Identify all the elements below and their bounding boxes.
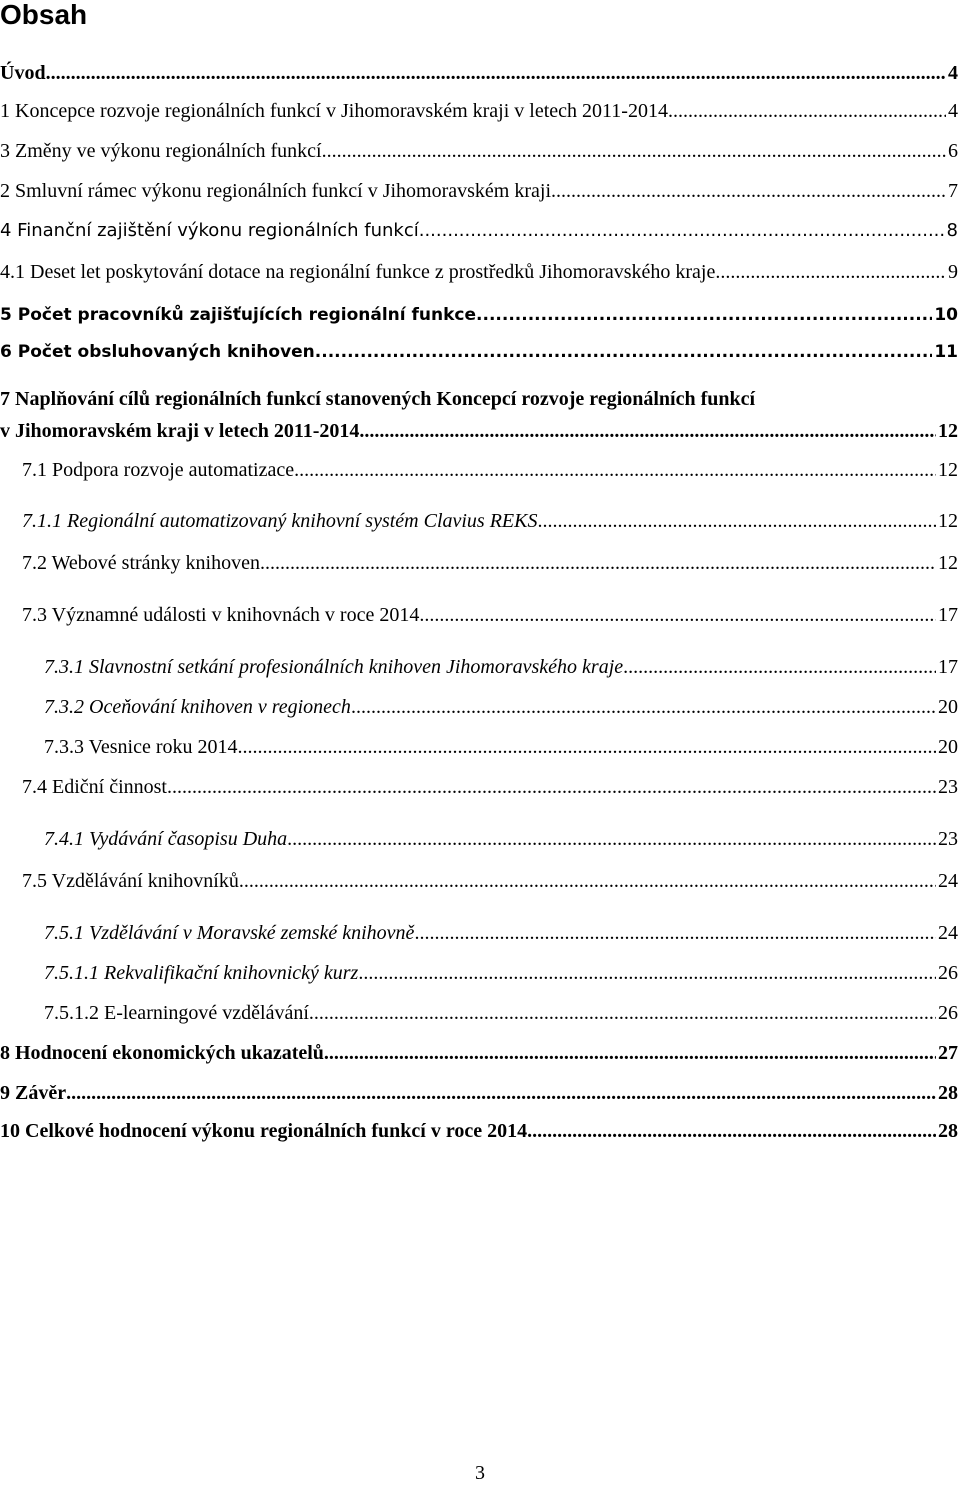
toc-entry-page: 10: [934, 305, 958, 325]
toc-entry-page: 9: [948, 261, 958, 283]
toc-entry-label: 7.4 Ediční činnost: [22, 776, 167, 798]
toc-entry-label: 5 Počet pracovníků zajišťujících regionální funkce: [0, 305, 477, 325]
toc-entry-page: 7: [948, 180, 958, 202]
toc-entry-page: 24: [938, 922, 958, 944]
toc-entry-10[interactable]: [0, 1120, 960, 1146]
dot-leader: [419, 604, 936, 627]
dot-leader: [623, 656, 936, 679]
dot-leader: [260, 552, 936, 575]
toc-entry-label: 1 Koncepce rozvoje regionálních funkcí v Jihomoravském kraji v letech 2011-2014: [0, 100, 668, 122]
toc-entry-page: 12: [938, 510, 958, 532]
dot-leader: [167, 776, 936, 799]
toc-entry-page: 28: [938, 1120, 958, 1142]
toc-entry-page: 17: [938, 604, 958, 626]
toc-entry-page: 17: [938, 656, 958, 678]
toc-entry-uvod[interactable]: [0, 62, 960, 88]
toc-entry-label: 6 Počet obsluhovaných knihoven: [0, 342, 315, 362]
dot-leader: [239, 870, 936, 893]
toc-entry-1[interactable]: [0, 100, 960, 126]
dot-leader: [414, 922, 936, 945]
toc-entry-page: 4: [948, 100, 958, 122]
dot-leader: [668, 100, 946, 123]
toc-entry-7-5-1-2[interactable]: [44, 1002, 960, 1028]
toc-entry-7-5[interactable]: [22, 870, 960, 896]
toc-entry-3[interactable]: [0, 140, 960, 166]
dot-leader: [551, 180, 946, 203]
dot-leader: [359, 420, 936, 443]
dot-leader: [66, 1082, 936, 1105]
toc-entry-label: 7.3.3 Vesnice roku 2014: [44, 736, 238, 758]
toc-entry-7-3-2[interactable]: [44, 696, 960, 722]
toc-entry-8[interactable]: [0, 1042, 960, 1068]
toc-entry-page: 26: [938, 1002, 958, 1024]
dot-leader: [294, 459, 936, 482]
toc-entry-label: 7.3 Významné události v knihovnách v roce 2014: [22, 604, 420, 626]
toc-entry-page: 11: [934, 342, 958, 362]
toc-entry-label: v Jihomoravském kraji v letech 2011-2014: [0, 420, 360, 442]
toc-entry-6[interactable]: [0, 342, 960, 368]
dot-leader: [309, 1002, 936, 1025]
toc-entry-9[interactable]: [0, 1082, 960, 1108]
toc-entry-page: 27: [938, 1042, 958, 1064]
toc-entry-2[interactable]: [0, 180, 960, 206]
toc-entry-label: 7.3.1 Slavnostní setkání profesionálních knihoven Jihomoravského kraje: [44, 656, 624, 678]
toc-entry-4-1[interactable]: [0, 261, 960, 287]
toc-entry-7-3-3[interactable]: [44, 736, 960, 762]
toc-entry-label: 2 Smluvní rámec výkonu regionálních funkcí v Jihomoravském kraji: [0, 180, 551, 202]
toc-entry-7-1[interactable]: [22, 459, 960, 485]
toc-entry-label: 4 Finanční zajištění výkonu regionálních funkcí: [0, 220, 419, 241]
dot-leader: [238, 736, 937, 759]
toc-entry-page: 26: [938, 962, 958, 984]
dot-leader: [358, 962, 936, 985]
toc-entry-page: 12: [938, 459, 958, 481]
toc-entry-page: 24: [938, 870, 958, 892]
toc-entry-7[interactable]: [0, 420, 960, 446]
toc-entry-label: 4.1 Deset let poskytování dotace na regionální funkce z prostředků Jihomoravského kraje: [0, 261, 716, 283]
toc-entry-page: 8: [946, 220, 958, 241]
toc-entry-label: 7 Naplňování cílů regionálních funkcí stanovených Koncepcí rozvoje regionálních funkcí: [0, 388, 756, 410]
toc-entry-7-3-1[interactable]: [44, 656, 960, 682]
page-title: Obsah: [0, 0, 88, 30]
dot-leader: [324, 1042, 936, 1065]
toc-entry-7-5-1-1[interactable]: [44, 962, 960, 988]
toc-entry-label: 7.2 Webové stránky knihoven: [22, 552, 260, 574]
toc-entry-7-4[interactable]: [22, 776, 960, 802]
toc-entry-page: 23: [938, 828, 958, 850]
dot-leader: [715, 261, 946, 284]
toc-entry-page: 12: [938, 420, 958, 442]
toc-entry-label: 7.5.1.1 Rekvalifikační knihovnický kurz: [44, 962, 359, 984]
dot-leader: [351, 696, 936, 719]
toc-entry-page: 4: [948, 62, 958, 84]
toc-entry-page: 20: [938, 696, 958, 718]
toc-entry-label: 10 Celkové hodnocení výkonu regionálních funkcí v roce 2014: [0, 1120, 528, 1142]
toc-entry-7-4-1[interactable]: [44, 828, 960, 854]
toc-entry-label: 7.5.1.2 E-learningové vzdělávání: [44, 1002, 309, 1024]
toc-entry-label: 7.1.1 Regionální automatizovaný knihovní systém Clavius REKS: [22, 510, 538, 532]
dot-leader: [476, 305, 932, 325]
toc-entry-7-2[interactable]: [22, 552, 960, 578]
toc-entry-label: 7.3.2 Oceňování knihoven v regionech: [44, 696, 351, 718]
toc-entry-label: 3 Změny ve výkonu regionálních funkcí: [0, 140, 322, 162]
toc-entry-7-3[interactable]: [22, 604, 960, 630]
toc-entry-page: 6: [948, 140, 958, 162]
toc-entry-label: 7.1 Podpora rozvoje automatizace: [22, 459, 295, 481]
dot-leader: [538, 510, 937, 533]
dot-leader: [315, 342, 933, 362]
toc-entry-label: 7.5 Vzdělávání knihovníků: [22, 870, 239, 892]
toc-entry-label: 7.5.1 Vzdělávání v Moravské zemské knihovně: [44, 922, 415, 944]
toc-entry-7-1-1[interactable]: [22, 510, 960, 536]
toc-entry-4[interactable]: [0, 220, 960, 246]
dot-leader: [322, 140, 946, 163]
toc-entry-page: 23: [938, 776, 958, 798]
page-number: 3: [475, 1462, 485, 1484]
toc-entry-label: 7.4.1 Vydávání časopisu Duha: [44, 828, 288, 850]
dot-leader: [419, 220, 945, 241]
toc-entry-page: 12: [938, 552, 958, 574]
toc-entry-label: 8 Hodnocení ekonomických ukazatelů: [0, 1042, 324, 1064]
toc-entry-page: 20: [938, 736, 958, 758]
toc-entry-page: 28: [938, 1082, 958, 1104]
toc-entry-5[interactable]: [0, 305, 960, 331]
toc-entry-label: Úvod: [0, 62, 46, 84]
dot-leader: [287, 828, 936, 851]
toc-entry-label: 9 Závěr: [0, 1082, 67, 1104]
toc-entry-7-line1[interactable]: [0, 388, 960, 414]
dot-leader: [527, 1120, 936, 1143]
toc-entry-7-5-1[interactable]: [44, 922, 960, 948]
dot-leader: [46, 62, 946, 85]
